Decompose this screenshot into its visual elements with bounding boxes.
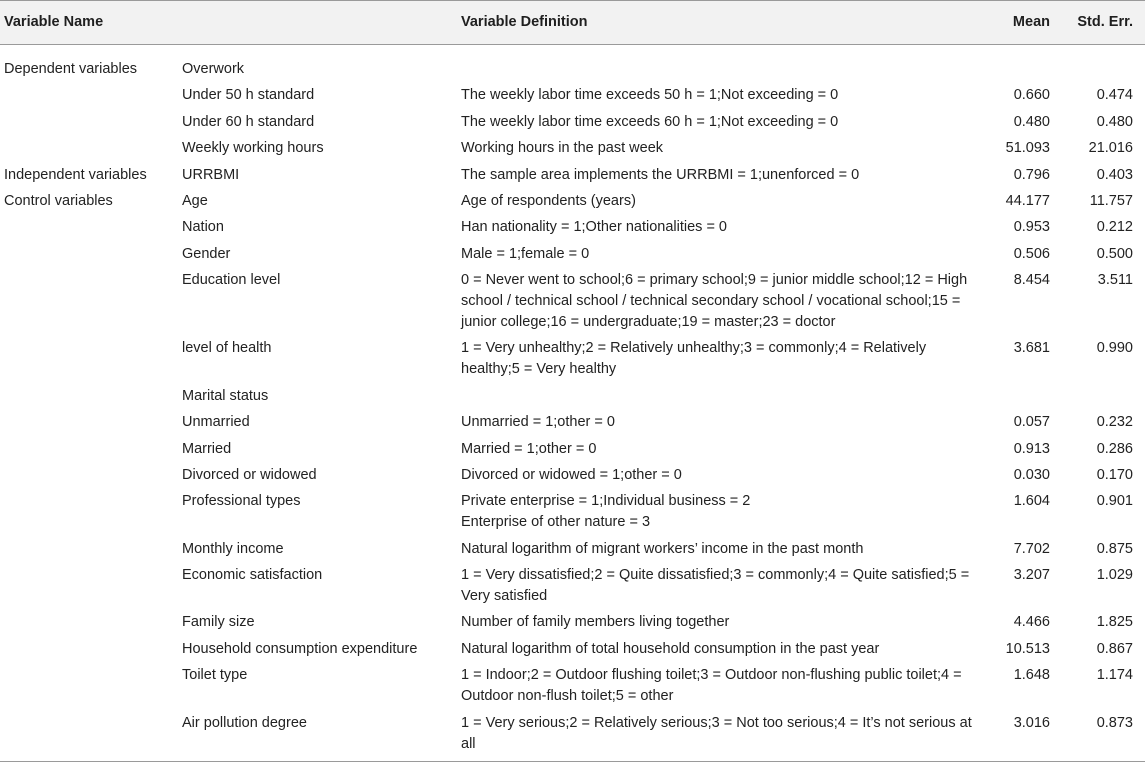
cell-definition: 1 = Very unhealthy;2 = Relatively unhealthy;3 = commonly;4 = Relatively healthy;5 = Very healthy <box>461 340 927 378</box>
table-row <box>0 436 1145 462</box>
table-body <box>0 45 1145 762</box>
cell-mean: 0.796 <box>1013 166 1050 183</box>
cell-variable-name: Under 50 h standard <box>182 87 315 104</box>
cell-std-err: 3.511 <box>1097 272 1133 288</box>
cell-definition: 1 = Very serious;2 = Relatively serious;3 = Not too serious;4 = It’s not serious at all <box>457 710 978 761</box>
cell-std-err: 0.867 <box>1096 640 1133 657</box>
header-std-err: Std. Err. <box>1062 1 1145 45</box>
cell-mean: 0.913 <box>1013 440 1050 457</box>
cell-group <box>0 662 178 709</box>
cell-definition: Natural logarithm of total household consumption in the past year <box>461 640 880 657</box>
cell-variable-name: Married <box>182 440 232 457</box>
cell-std-err: 0.480 <box>1096 113 1133 130</box>
cell-definition: Working hours in the past week <box>461 140 664 157</box>
cell-mean: 0.506 <box>1013 245 1050 262</box>
cell-group <box>0 436 178 462</box>
cell-std-err: 0.500 <box>1096 245 1133 262</box>
cell-mean: 0.480 <box>1013 113 1050 130</box>
cell-mean: 1.648 <box>1013 667 1050 684</box>
cell-variable-name: Age <box>182 192 208 209</box>
table-row <box>0 662 1145 709</box>
cell-mean: 51.093 <box>1005 140 1050 157</box>
cell-variable-name: level of health <box>182 340 272 357</box>
cell-group <box>0 562 178 609</box>
table-row <box>0 241 1145 267</box>
cell-variable-name: Professional types <box>182 493 301 510</box>
cell-std-err: 0.901 <box>1096 493 1133 510</box>
cell-definition: Married = 1;other = 0 <box>461 440 597 457</box>
cell-definition: Han nationality = 1;Other nationalities = 0 <box>461 219 727 236</box>
table-row <box>0 215 1145 241</box>
cell-group: Control variables <box>4 192 113 209</box>
table-row <box>0 409 1145 435</box>
cell-std-err: 0.990 <box>1096 340 1133 357</box>
table-row <box>0 83 1145 109</box>
cell-variable-name: URRBMI <box>182 166 240 183</box>
cell-variable-name: Toilet type <box>182 667 248 684</box>
cell-std-err: 0.170 <box>1096 466 1133 483</box>
cell-definition: Unmarried = 1;other = 0 <box>461 414 615 431</box>
cell-std-err: 1.825 <box>1096 614 1133 631</box>
cell-definition: Natural logarithm of migrant workers’ income in the past month <box>461 540 864 557</box>
cell-variable-name: Unmarried <box>182 414 250 431</box>
cell-variable-name: Monthly income <box>182 540 284 557</box>
cell-std-err: 11.757 <box>1089 192 1133 209</box>
table-row <box>0 45 1145 83</box>
cell-group <box>0 267 178 335</box>
cell-group <box>0 636 178 662</box>
cell-group <box>0 462 178 488</box>
cell-variable-name: Divorced or widowed <box>182 466 317 483</box>
cell-variable-name: Economic satisfaction <box>182 567 323 583</box>
cell-std-err: 21.016 <box>1088 140 1133 157</box>
header-variable-name: Variable Name <box>0 1 178 45</box>
cell-std-err <box>1062 383 1145 409</box>
cell-mean: 4.466 <box>1013 614 1050 631</box>
table-row <box>0 336 1145 383</box>
cell-mean: 7.702 <box>1013 540 1050 557</box>
cell-group <box>0 409 178 435</box>
cell-group <box>0 710 178 761</box>
cell-definition: Number of family members living together <box>461 614 730 631</box>
table-row <box>0 383 1145 409</box>
cell-definition: Age of respondents (years) <box>461 192 636 209</box>
cell-definition: Private enterprise = 1;Individual business = 2 Enterprise of other nature = 3 <box>461 493 751 531</box>
cell-mean: 3.207 <box>1013 567 1050 583</box>
cell-group <box>0 610 178 636</box>
cell-group <box>0 336 178 383</box>
cell-variable-name: Nation <box>182 219 224 236</box>
header-mean: Mean <box>978 1 1062 45</box>
table-row <box>0 489 1145 536</box>
cell-group <box>0 241 178 267</box>
cell-definition: The sample area implements the URRBMI = 1;unenforced = 0 <box>461 166 860 183</box>
cell-group <box>0 489 178 536</box>
cell-mean: 44.177 <box>1005 192 1050 209</box>
cell-mean <box>978 383 1062 409</box>
cell-mean: 0.057 <box>1013 414 1050 431</box>
cell-variable-name: Marital status <box>182 387 269 404</box>
table-row <box>0 536 1145 562</box>
cell-group <box>0 536 178 562</box>
cell-definition <box>457 45 978 83</box>
cell-variable-name: Education level <box>182 272 281 288</box>
cell-group <box>0 383 178 409</box>
cell-mean: 3.016 <box>978 710 1062 761</box>
header-variable-definition: Variable Definition <box>457 1 978 45</box>
cell-std-err: 0.286 <box>1096 440 1133 457</box>
cell-std-err: 0.873 <box>1062 710 1145 761</box>
table-row <box>0 610 1145 636</box>
cell-variable-name: Family size <box>182 614 255 631</box>
header-subvariable <box>178 1 457 45</box>
cell-definition: The weekly labor time exceeds 60 h = 1;Not exceeding = 0 <box>461 113 839 130</box>
cell-std-err: 0.474 <box>1096 87 1133 104</box>
cell-definition: Divorced or widowed = 1;other = 0 <box>461 466 682 483</box>
table-row <box>0 109 1145 135</box>
cell-mean: 0.660 <box>1013 87 1050 104</box>
cell-definition: The weekly labor time exceeds 50 h = 1;Not exceeding = 0 <box>461 87 839 104</box>
cell-definition <box>457 383 978 409</box>
cell-group <box>0 215 178 241</box>
table-row <box>0 188 1145 214</box>
cell-variable-name: Air pollution degree <box>178 710 457 761</box>
cell-mean: 8.454 <box>1013 272 1050 288</box>
cell-definition: Male = 1;female = 0 <box>461 245 590 262</box>
cell-mean: 1.604 <box>1013 493 1050 510</box>
cell-mean: 10.513 <box>1005 640 1050 657</box>
table-row <box>0 267 1145 335</box>
cell-group <box>0 109 178 135</box>
table-row <box>0 636 1145 662</box>
cell-group <box>0 83 178 109</box>
cell-definition: 1 = Very dissatisfied;2 = Quite dissatisfied;3 = commonly;4 = Quite satisfied;5 = Very satisfied <box>461 567 970 604</box>
header-row <box>0 1 1145 45</box>
cell-std-err: 0.232 <box>1096 414 1133 431</box>
cell-std-err: 1.174 <box>1096 667 1133 684</box>
cell-mean: 3.681 <box>1013 340 1050 357</box>
cell-definition: 1 = Indoor;2 = Outdoor flushing toilet;3 = Outdoor non-flushing public toilet;4 = Outdoor non-flush toilet;5 = other <box>461 667 962 705</box>
cell-variable-name: Gender <box>182 245 231 262</box>
cell-std-err <box>1062 45 1145 83</box>
cell-variable-name: Under 60 h standard <box>182 113 315 130</box>
cell-group <box>0 135 178 161</box>
cell-variable-name: Household consumption expenditure <box>182 640 418 657</box>
cell-std-err: 0.875 <box>1096 540 1133 557</box>
table-row <box>0 710 1145 761</box>
table-row <box>0 135 1145 161</box>
cell-std-err: 0.403 <box>1096 166 1133 183</box>
cell-mean: 0.953 <box>1013 219 1050 236</box>
table-row <box>0 462 1145 488</box>
cell-std-err: 0.212 <box>1096 219 1133 236</box>
cell-mean <box>978 45 1062 83</box>
cell-mean: 0.030 <box>1013 466 1050 483</box>
table-row <box>0 162 1145 188</box>
cell-group: Independent variables <box>4 166 147 183</box>
cell-std-err: 1.029 <box>1096 567 1133 583</box>
cell-definition: 0 = Never went to school;6 = primary school;9 = junior middle school;12 = High school / technical school / technical secondary school / vocational school;15 = junior college;16 = undergraduate;19 = master;23 = doctor <box>461 272 968 330</box>
cell-variable-name: Weekly working hours <box>182 140 324 157</box>
table-row <box>0 562 1145 609</box>
cell-variable-name: Overwork <box>182 61 245 77</box>
cell-group: Dependent variables <box>4 61 138 77</box>
